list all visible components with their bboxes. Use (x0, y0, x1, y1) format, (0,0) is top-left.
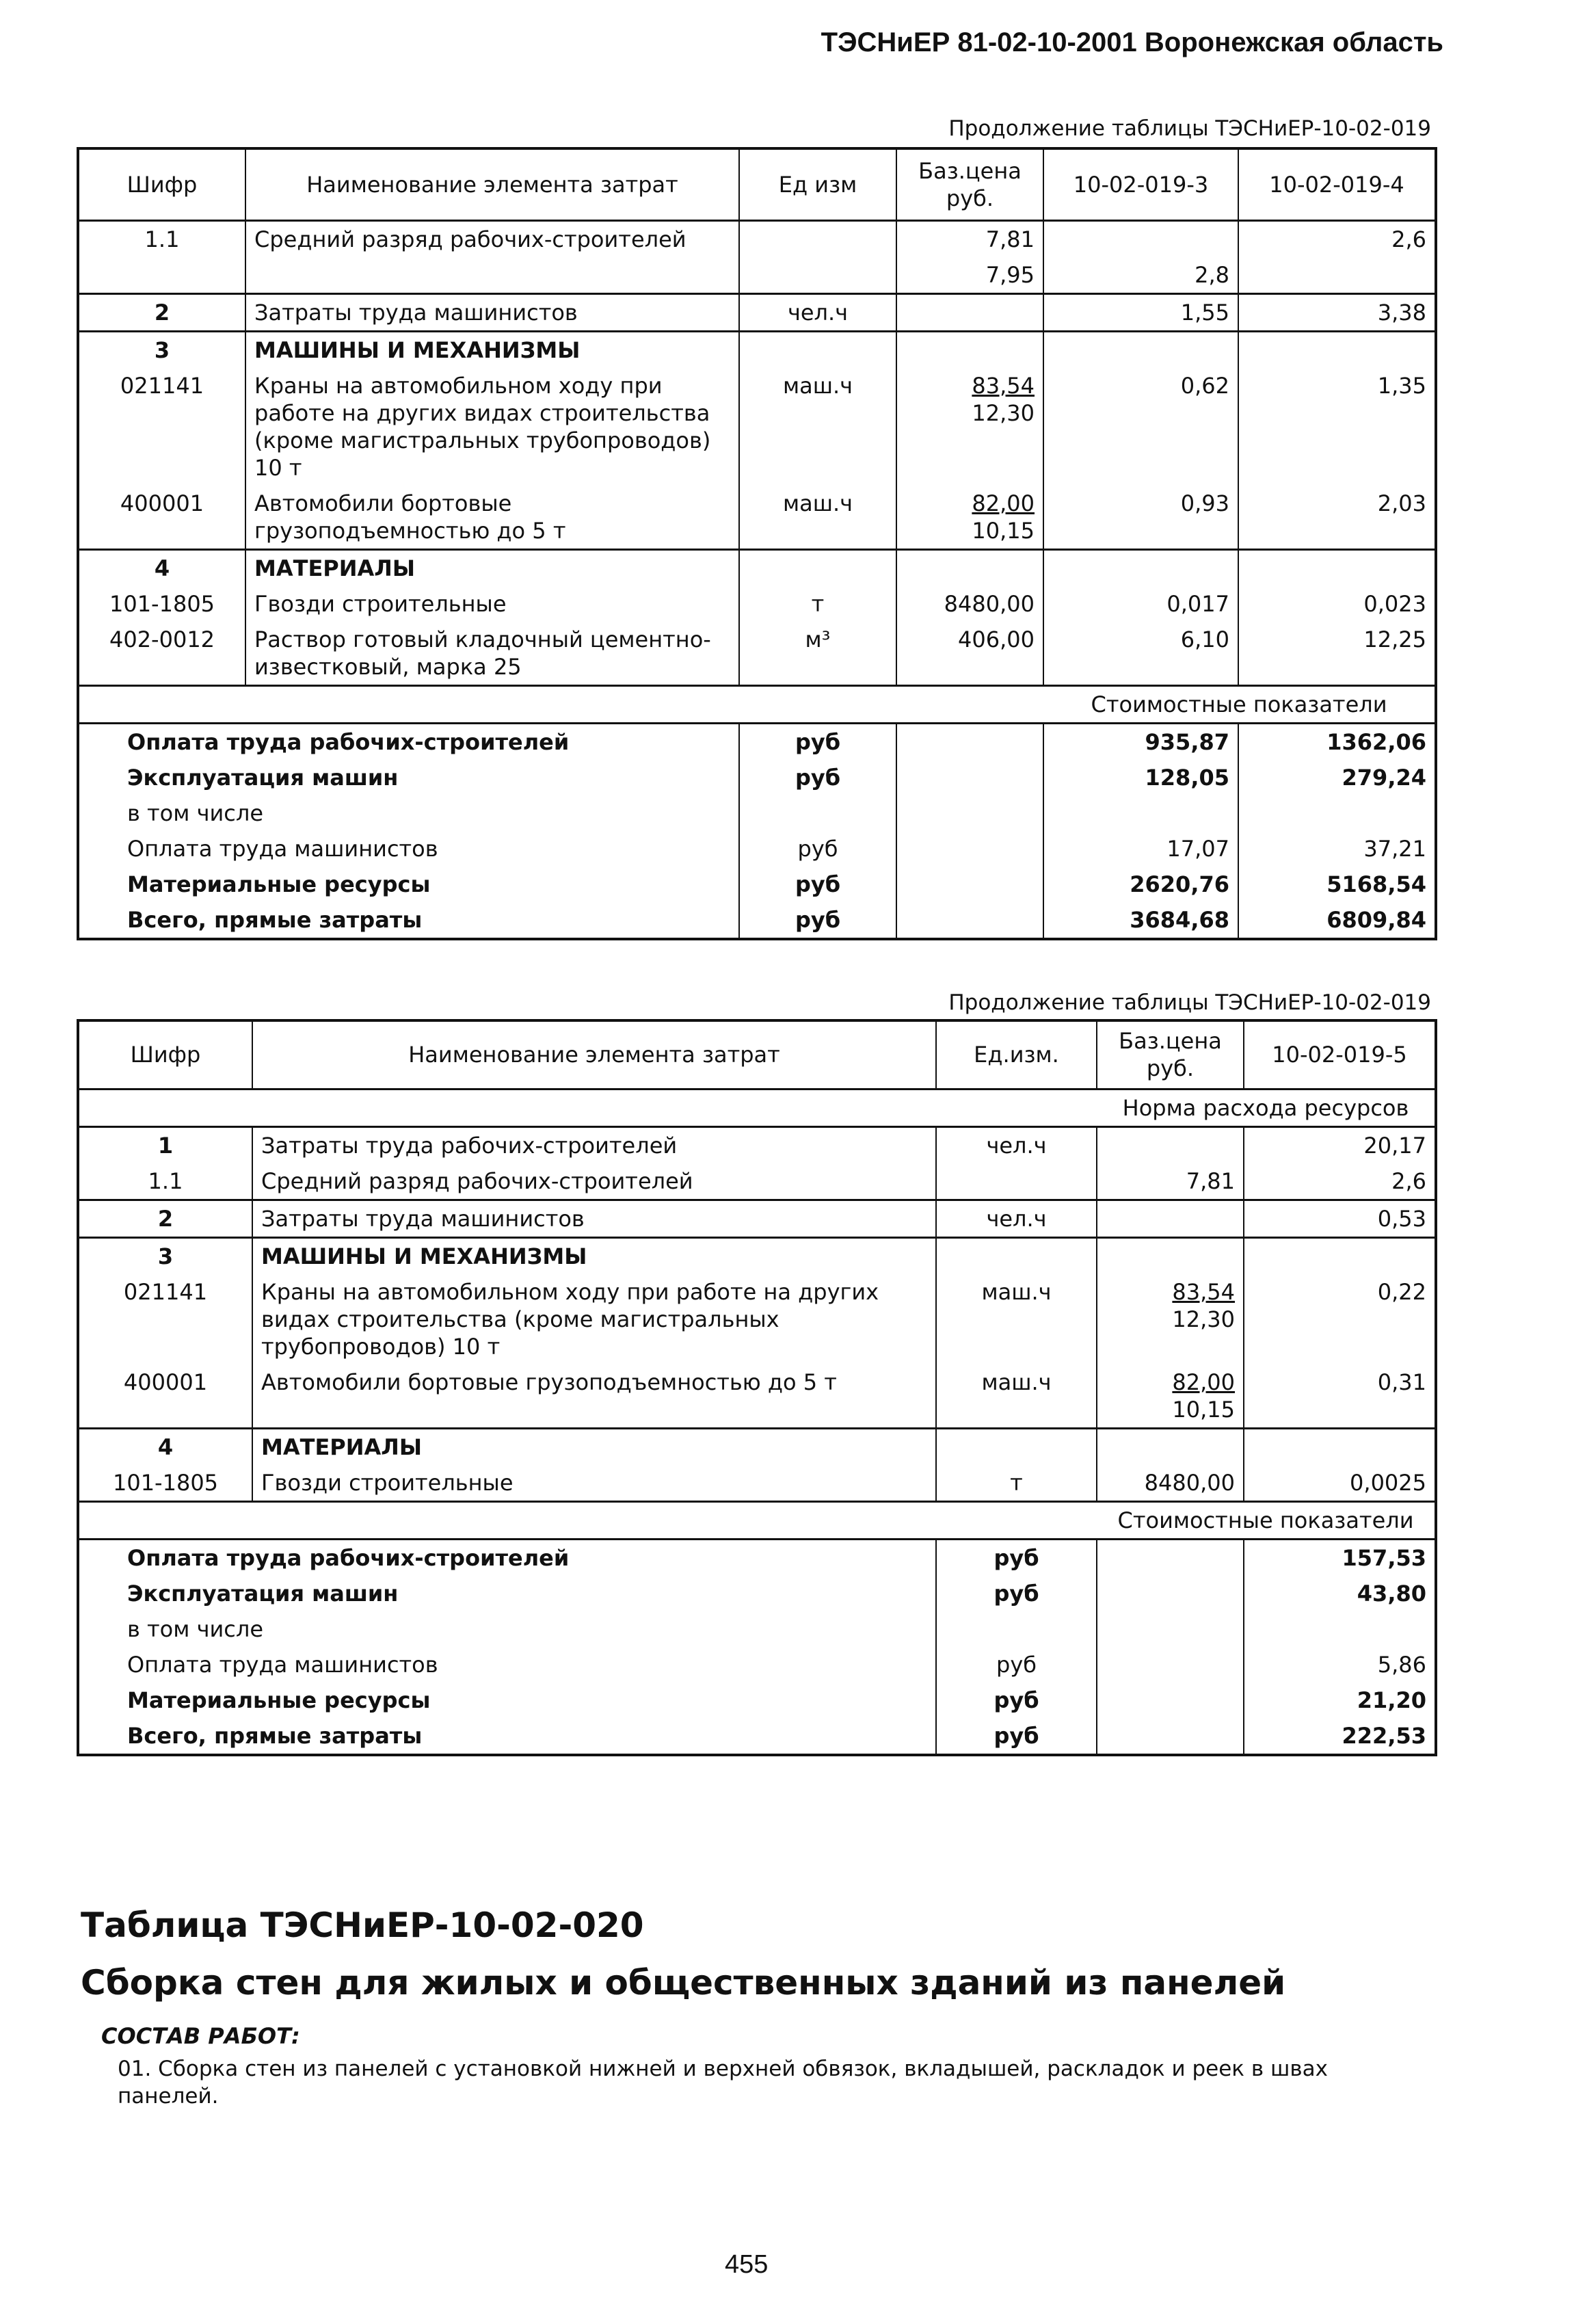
col-header-norm-5: 10-02-019-5 (1244, 1020, 1436, 1089)
resource-table-1 (77, 147, 1437, 940)
table-row (78, 1465, 1436, 1502)
norm-label-row (78, 1089, 1436, 1126)
cell-value: 2,8 (1043, 257, 1238, 294)
price-wage: 12,30 (1172, 1306, 1235, 1332)
table-row (78, 368, 1436, 486)
table-row (78, 257, 1436, 294)
cost-row (78, 1576, 1436, 1611)
section-title: МАТЕРИАЛЫ (252, 1428, 936, 1465)
cell-unit: маш.ч (739, 368, 896, 486)
col-header-price: Баз.цена руб. (896, 148, 1043, 220)
cost-indicators-label: Стоимостные показатели (1091, 691, 1387, 717)
cell-unit: маш.ч (936, 1274, 1097, 1364)
cell-code: 400001 (120, 490, 204, 516)
cost-unit: руб (739, 867, 896, 902)
cost-unit (739, 795, 896, 831)
cell-unit (739, 257, 896, 294)
section-title: МАТЕРИАЛЫ (245, 549, 739, 586)
cell-value: 2,6 (1238, 220, 1436, 257)
cost-unit: руб (739, 831, 896, 867)
cell-price (896, 293, 1043, 331)
cost-unit (936, 1611, 1097, 1647)
cost-row (78, 1682, 1436, 1718)
cost-label: в том числе (127, 800, 263, 826)
table-row (78, 1274, 1436, 1364)
price-wage: 10,15 (972, 517, 1035, 544)
page-number: 455 (725, 2250, 769, 2279)
col-header-unit: Ед.изм. (936, 1020, 1097, 1089)
table-row (78, 1364, 1436, 1429)
cost-value: 21,20 (1244, 1682, 1436, 1718)
cost-label: в том числе (127, 1615, 263, 1642)
cell-code: 402-0012 (109, 626, 215, 652)
col-header-name: Наименование элемента затрат (245, 148, 739, 220)
cost-label: Всего, прямые затраты (127, 906, 423, 933)
cost-label: Оплата труда машинистов (127, 835, 438, 862)
cell-unit: т (936, 1465, 1097, 1502)
cell-value: 0,0025 (1244, 1465, 1436, 1502)
cost-value: 279,24 (1238, 760, 1436, 795)
cell-value: 0,53 (1244, 1200, 1436, 1237)
col-header-unit: Ед изм (739, 148, 896, 220)
cell-value: 0,22 (1244, 1274, 1436, 1364)
cost-row (78, 795, 1436, 831)
section-heading: Сборка стен для жилых и общественных зданий из панелей (81, 1963, 1286, 2003)
cost-value: 157,53 (1244, 1539, 1436, 1576)
cost-row (78, 1647, 1436, 1682)
cost-value: 6809,84 (1238, 902, 1436, 939)
cell-code (78, 257, 245, 294)
cell-price (1097, 1126, 1244, 1163)
cell-code: 4 (154, 555, 170, 581)
cost-value: 935,87 (1043, 723, 1238, 760)
page-header: ТЭСНиЕР 81-02-10-2001 Воронежская область (821, 27, 1443, 57)
table-row (78, 293, 1436, 331)
section-row (78, 331, 1436, 368)
table-row (78, 220, 1436, 257)
cell-name: Гвозди строительные (245, 586, 739, 622)
table-header-row (78, 1020, 1436, 1089)
cell-value: 0,93 (1043, 486, 1238, 550)
cell-price (1097, 1200, 1244, 1237)
price-base: 83,54 (1172, 1278, 1235, 1305)
cost-value: 17,07 (1043, 831, 1238, 867)
cell-unit: маш.ч (936, 1364, 1097, 1429)
cost-label-row (78, 1501, 1436, 1539)
cell-price (1097, 1364, 1244, 1429)
cell-price: 7,81 (896, 220, 1043, 257)
cell-value: 0,017 (1043, 586, 1238, 622)
cost-value: 128,05 (1043, 760, 1238, 795)
cell-value: 12,25 (1238, 622, 1436, 686)
cell-price: 8480,00 (1097, 1465, 1244, 1502)
cell-value: 0,62 (1043, 368, 1238, 486)
table-header-row (78, 148, 1436, 220)
cell-unit: чел.ч (936, 1200, 1097, 1237)
cell-code: 2 (157, 1205, 174, 1232)
cell-value: 2,6 (1244, 1163, 1436, 1200)
cell-price (896, 368, 1043, 486)
cell-value (1238, 257, 1436, 294)
cell-value: 1,55 (1043, 293, 1238, 331)
table-title: Таблица ТЭСНиЕР-10-02-020 (81, 1905, 644, 1945)
col-header-price: Баз.цена руб. (1097, 1020, 1244, 1089)
cell-price: 8480,00 (896, 586, 1043, 622)
table-row (78, 1163, 1436, 1200)
cost-unit: руб (739, 723, 896, 760)
cell-name: Затраты труда рабочих-строителей (252, 1126, 936, 1163)
cost-row-total (78, 1718, 1436, 1755)
cell-unit: т (739, 586, 896, 622)
cost-unit: руб (936, 1682, 1097, 1718)
cell-name: Гвозди строительные (252, 1465, 936, 1502)
cost-value: 5,86 (1244, 1647, 1436, 1682)
cell-code: 3 (157, 1243, 174, 1269)
cost-label: Материальные ресурсы (127, 871, 431, 897)
cost-row (78, 867, 1436, 902)
cost-row (78, 1539, 1436, 1576)
cost-label-row (78, 685, 1436, 723)
cell-name: Краны на автомобильном ходу при работе на других видах строительства (кроме магистральных трубопроводов) 10 т (252, 1274, 936, 1364)
cell-unit (739, 220, 896, 257)
cost-value: 43,80 (1244, 1576, 1436, 1611)
cost-unit: руб (936, 1718, 1097, 1755)
cost-row-total (78, 902, 1436, 939)
cell-price (896, 486, 1043, 550)
cell-value: 0,023 (1238, 586, 1436, 622)
cell-value: 20,17 (1244, 1126, 1436, 1163)
norm-label: Норма расхода ресурсов (1122, 1094, 1409, 1121)
cost-value: 1362,06 (1238, 723, 1436, 760)
cost-value: 222,53 (1244, 1718, 1436, 1755)
price-base: 83,54 (972, 372, 1035, 399)
cost-row (78, 760, 1436, 795)
cost-value: 2620,76 (1043, 867, 1238, 902)
cell-unit (936, 1163, 1097, 1200)
cell-value: 1,35 (1238, 368, 1436, 486)
table-row (78, 486, 1436, 550)
section-row (78, 1237, 1436, 1274)
table-row (78, 1200, 1436, 1237)
cell-unit: чел.ч (739, 293, 896, 331)
cell-name: Затраты труда машинистов (252, 1200, 936, 1237)
cost-row (78, 831, 1436, 867)
cell-code: 400001 (123, 1369, 208, 1395)
col-header-code: Шифр (126, 171, 198, 198)
table1-continuation: Продолжение таблицы ТЭСНиЕР-10-02-019 (948, 116, 1431, 141)
cost-label: Оплата труда рабочих-строителей (127, 728, 570, 755)
cost-label: Эксплуатация машин (127, 764, 399, 791)
table2-continuation: Продолжение таблицы ТЭСНиЕР-10-02-019 (948, 990, 1431, 1015)
cell-value: 2,03 (1238, 486, 1436, 550)
price-wage: 12,30 (972, 399, 1035, 426)
cell-unit: чел.ч (936, 1126, 1097, 1163)
price-base: 82,00 (972, 490, 1035, 516)
section-row (78, 549, 1436, 586)
cell-price: 406,00 (896, 622, 1043, 686)
cell-code: 4 (157, 1434, 174, 1460)
col-header-norm-3: 10-02-019-3 (1043, 148, 1238, 220)
cost-value: 5168,54 (1238, 867, 1436, 902)
cost-indicators-label: Стоимостные показатели (1117, 1507, 1414, 1533)
section-title: МАШИНЫ И МЕХАНИЗМЫ (245, 331, 739, 368)
cost-value (1238, 795, 1436, 831)
cell-code: 3 (154, 336, 170, 363)
cell-price (1097, 1274, 1244, 1364)
cell-price: 7,95 (896, 257, 1043, 294)
cell-name: Автомобили бортовые грузоподъемностью до 5 т (245, 486, 739, 550)
col-header-code: Шифр (130, 1042, 201, 1068)
table-row (78, 622, 1436, 686)
cell-name: Автомобили бортовые грузоподъемностью до 5 т (252, 1364, 936, 1429)
cost-value (1244, 1611, 1436, 1647)
section-title: МАШИНЫ И МЕХАНИЗМЫ (252, 1237, 936, 1274)
price-wage: 10,15 (1172, 1396, 1235, 1423)
cell-code: 101-1805 (109, 590, 215, 617)
cost-unit: руб (936, 1576, 1097, 1611)
cell-price: 7,81 (1097, 1163, 1244, 1200)
col-header-norm-4: 10-02-019-4 (1238, 148, 1436, 220)
cell-code: 1.1 (144, 226, 180, 252)
cost-value: 3684,68 (1043, 902, 1238, 939)
cell-code: 101-1805 (112, 1469, 219, 1496)
cost-label: Оплата труда рабочих-строителей (127, 1544, 570, 1571)
work-composition-label: СОСТАВ РАБОТ: (101, 2023, 300, 2049)
cell-name: Затраты труда машинистов (245, 293, 739, 331)
col-header-name: Наименование элемента затрат (252, 1020, 936, 1089)
cell-unit: маш.ч (739, 486, 896, 550)
cost-row (78, 723, 1436, 760)
cost-label: Материальные ресурсы (127, 1687, 431, 1713)
cost-label: Эксплуатация машин (127, 1580, 399, 1607)
cost-unit: руб (739, 760, 896, 795)
table-row (78, 1126, 1436, 1163)
cost-value (1043, 795, 1238, 831)
resource-table-2 (77, 1019, 1437, 1756)
cost-row (78, 1611, 1436, 1647)
cell-code: 1.1 (148, 1167, 183, 1194)
cost-unit: руб (936, 1539, 1097, 1576)
cell-unit: м³ (739, 622, 896, 686)
table-row (78, 586, 1436, 622)
cell-name: Раствор готовый кладочный цементно-известковый, марка 25 (245, 622, 739, 686)
cost-label: Оплата труда машинистов (127, 1651, 438, 1678)
cell-value: 3,38 (1238, 293, 1436, 331)
cell-code: 1 (157, 1132, 174, 1159)
cell-name: Средний разряд рабочих-строителей (245, 220, 739, 257)
cost-value: 37,21 (1238, 831, 1436, 867)
section-row (78, 1428, 1436, 1465)
cell-code: 021141 (120, 372, 204, 399)
price-base: 82,00 (1172, 1369, 1235, 1395)
work-item: 01. Сборка стен из панелей с установкой нижней и верхней обвязок, вкладышей, раскладок и реек в швах панелей. (118, 2057, 1328, 2109)
cell-name: Средний разряд рабочих-строителей (252, 1163, 936, 1200)
cost-unit: руб (936, 1647, 1097, 1682)
cell-code: 2 (154, 299, 170, 326)
cell-name (245, 257, 739, 294)
cell-code: 021141 (123, 1278, 208, 1305)
cell-value: 0,31 (1244, 1364, 1436, 1429)
cell-value (1043, 220, 1238, 257)
cell-name: Краны на автомобильном ходу при работе на других видах строительства (кроме магистральных трубопроводов) 10 т (245, 368, 739, 486)
cost-label: Всего, прямые затраты (127, 1722, 423, 1749)
cell-value: 6,10 (1043, 622, 1238, 686)
cost-unit: руб (739, 902, 896, 939)
